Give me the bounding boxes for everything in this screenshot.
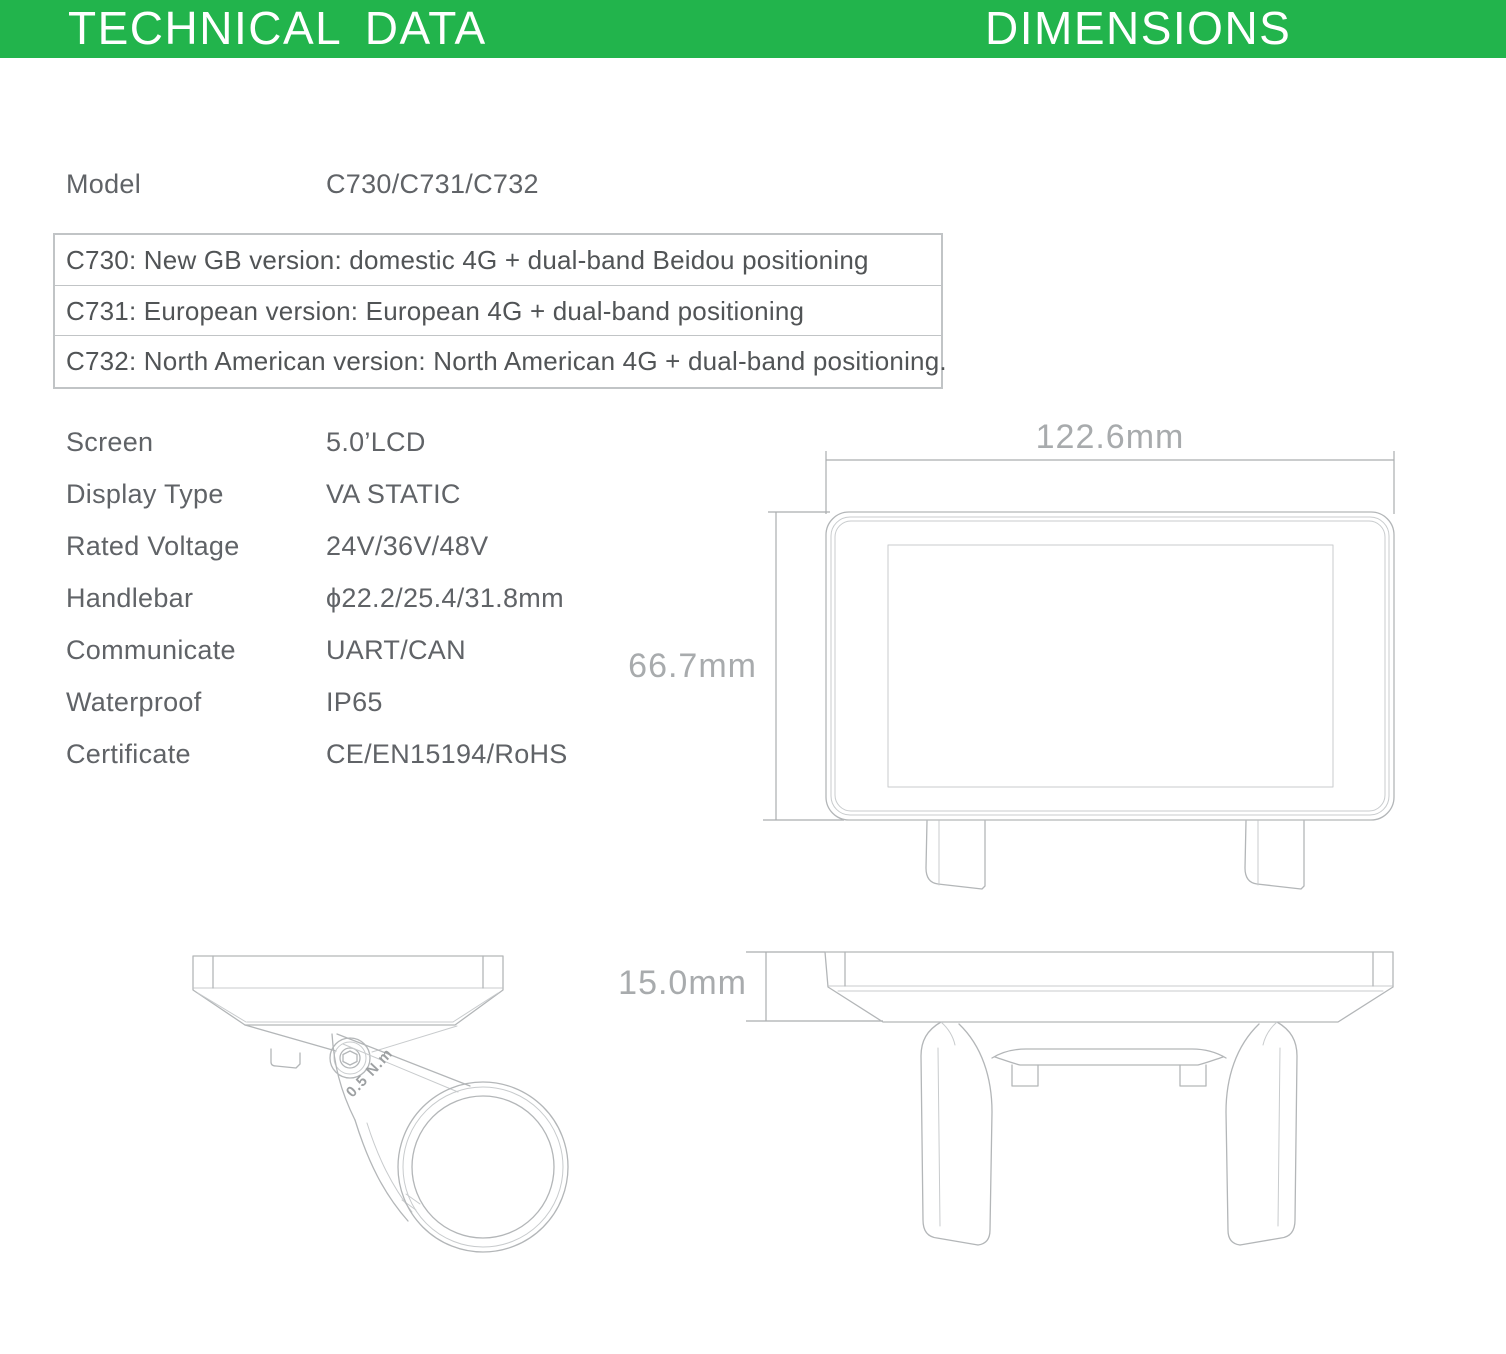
spec-label-certificate: Certificate xyxy=(66,739,191,769)
mount-bracket-arm xyxy=(332,1034,470,1221)
model-label: Model xyxy=(66,169,142,199)
display-body-outline xyxy=(826,512,1394,820)
variant-row-c732: C732: North American version: North American 4G + dual-band positioning. xyxy=(66,346,947,376)
spec-value-rated-voltage: 24V/36V/48V xyxy=(326,531,489,561)
spec-value-screen: 5.0’LCD xyxy=(326,427,426,457)
clamp-arm-right xyxy=(1226,1022,1297,1245)
mount-underside xyxy=(245,1025,457,1068)
mount-side-view-drawing xyxy=(140,930,600,1354)
spec-label-display-type: Display Type xyxy=(66,479,224,509)
dimensions-title: DIMENSIONS xyxy=(985,2,1292,54)
height-dimension xyxy=(628,512,844,820)
variant-row-c730: C730: New GB version: domestic 4G + dual-band Beidou positioning xyxy=(55,235,941,286)
display-slab-outline xyxy=(825,952,1393,1022)
spec-value-display-type: VA STATIC xyxy=(326,479,461,509)
spec-value-certificate: CE/EN15194/RoHS xyxy=(326,739,568,769)
model-value: C730/C731/C732 xyxy=(326,169,539,199)
mount-leg-left xyxy=(926,821,985,889)
spec-value-communicate: UART/CAN xyxy=(326,635,466,665)
front-view-drawing xyxy=(600,420,1440,900)
side-thickness-label: 15.0mm xyxy=(618,964,747,1002)
torque-label: 0.5 N.m xyxy=(342,1045,397,1101)
spec-value-handlebar: ϕ22.2/25.4/31.8mm xyxy=(326,583,564,613)
handlebar-ring xyxy=(398,1082,568,1252)
spec-value-waterproof: IP65 xyxy=(326,687,383,717)
front-height-label: 66.7mm xyxy=(628,647,757,685)
display-slab-side-outline xyxy=(193,956,503,1025)
mount-leg-right xyxy=(1245,821,1304,889)
technical-data-title: TECHNICAL DATA xyxy=(68,2,487,54)
spec-label-screen: Screen xyxy=(66,427,154,457)
spec-label-communicate: Communicate xyxy=(66,635,236,665)
model-variants-table xyxy=(53,233,947,389)
header-bar xyxy=(0,0,1506,58)
side-view-drawing xyxy=(600,930,1440,1354)
front-width-label: 122.6mm xyxy=(1035,418,1185,456)
spec-label-handlebar: Handlebar xyxy=(66,583,194,613)
spec-label-rated-voltage: Rated Voltage xyxy=(66,531,240,561)
width-dimension xyxy=(826,418,1394,514)
spec-label-waterproof: Waterproof xyxy=(66,687,202,717)
clamp-bridge xyxy=(992,1049,1226,1086)
variant-row-c731: C731: European version: European 4G + dual-band positioning xyxy=(55,286,941,337)
display-screen-outline xyxy=(888,545,1333,787)
clamp-arm-left xyxy=(921,1022,992,1245)
